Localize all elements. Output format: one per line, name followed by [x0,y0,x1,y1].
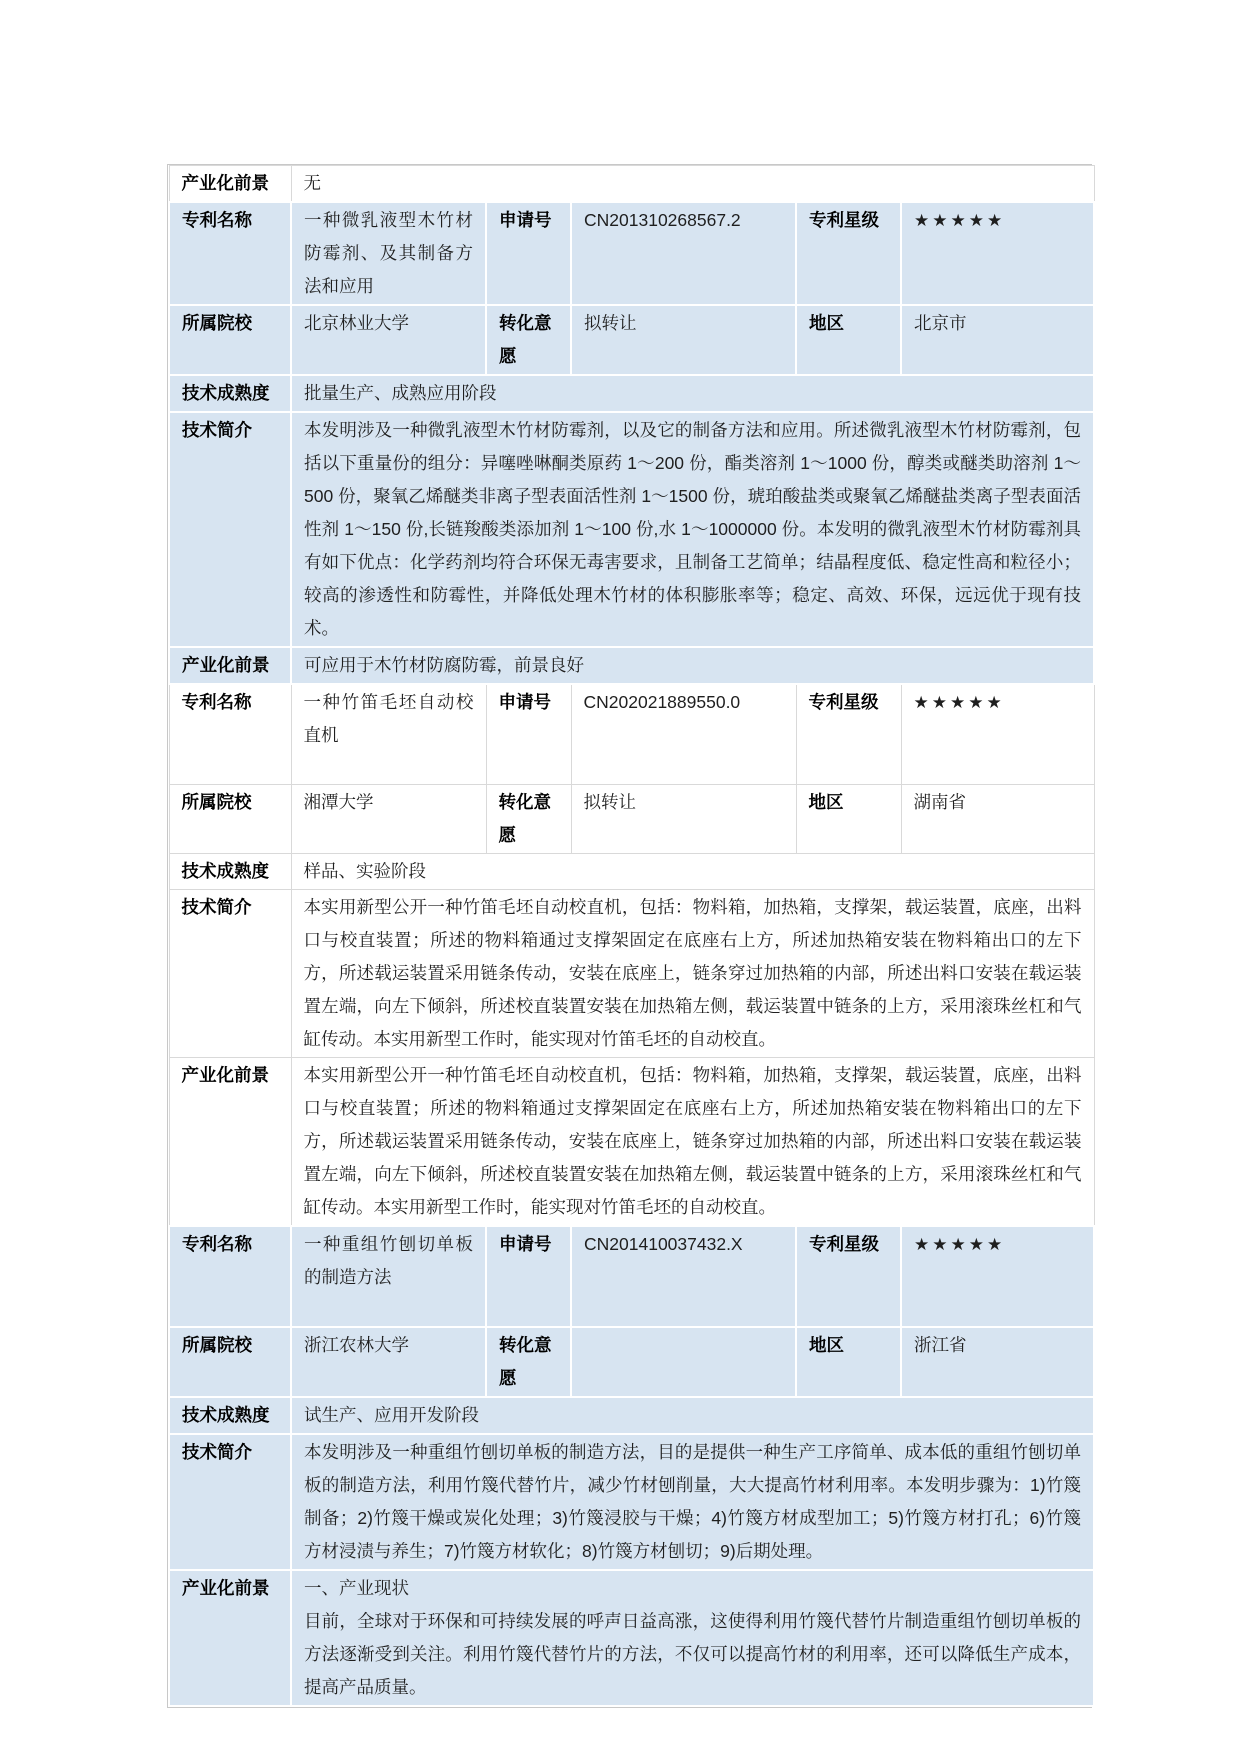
table-row [169,375,1094,412]
application-no-value: CN201310268567.2 [571,202,796,305]
patent-name-label: 专利名称 [169,202,291,305]
table-row [169,202,1094,305]
transfer-intent-label: 转化意愿 [486,1327,571,1397]
star-rating: ★★★★★ [901,1226,1094,1327]
transfer-intent-value [571,1327,796,1397]
tech-brief-label: 技术简介 [169,412,291,647]
institution-label: 所属院校 [169,1327,291,1397]
table-row [169,890,1094,1058]
patent-star-label: 专利星级 [796,684,901,785]
patent-name-label: 专利名称 [169,684,291,785]
table-row [169,1058,1094,1227]
tech-brief-label: 技术简介 [169,890,291,1058]
table-row [169,684,1094,785]
region-label: 地区 [796,305,901,375]
region-value: 浙江省 [901,1327,1094,1397]
table-row [169,785,1094,854]
industrialization-value: 本实用新型公开一种竹笛毛坯自动校直机，包括：物料箱，加热箱，支撑架，载运装置，底座，出料口与校直装置；所述的物料箱通过支撑架固定在底座右上方，所述加热箱安装在物料箱出口的左下方，所述载运装置采用链条传动，安装在底座上，链条穿过加热箱的内部，所述出料口安装在载运装置左端，向左下倾斜，所述校直装置安装在加热箱左侧，载运装置中链条的上方，采用滚珠丝杠和气缸传动。本实用新型工作时，能实现对竹笛毛坯的自动校直。 [291,1058,1094,1227]
maturity-value: 试生产、应用开发阶段 [291,1397,1094,1434]
industrialization-label: 产业化前景 [169,1570,291,1706]
table-row [169,166,1094,203]
tech-brief-label: 技术简介 [169,1434,291,1570]
institution-value: 湘潭大学 [291,785,486,854]
transfer-intent-value: 拟转让 [571,305,796,375]
patent-name-label: 专利名称 [169,1226,291,1327]
transfer-intent-label: 转化意愿 [486,305,571,375]
region-label: 地区 [796,785,901,854]
maturity-label: 技术成熟度 [169,375,291,412]
institution-label: 所属院校 [169,785,291,854]
tech-brief-value: 本实用新型公开一种竹笛毛坯自动校直机，包括：物料箱，加热箱，支撑架，载运装置，底座，出料口与校直装置；所述的物料箱通过支撑架固定在底座右上方，所述加热箱安装在物料箱出口的左下方，所述载运装置采用链条传动，安装在底座上，链条穿过加热箱的内部，所述出料口安装在载运装置左端，向左下倾斜，所述校直装置安装在加热箱左侧，载运装置中链条的上方，采用滚珠丝杠和气缸传动。本实用新型工作时，能实现对竹笛毛坯的自动校直。 [291,890,1094,1058]
industrialization-value: 无 [291,166,1094,203]
application-no-label: 申请号 [486,1226,571,1327]
table-row [169,1397,1094,1434]
patent-name-value: 一种微乳液型木竹材防霉剂、及其制备方法和应用 [291,202,486,305]
star-rating: ★★★★★ [901,202,1094,305]
industrialization-value: 可应用于木竹材防腐防霉，前景良好 [291,647,1094,684]
maturity-label: 技术成熟度 [169,1397,291,1434]
table-row [169,305,1094,375]
patent-star-label: 专利星级 [796,202,901,305]
table-row [169,1570,1094,1706]
tech-brief-value: 本发明涉及一种微乳液型木竹材防霉剂，以及它的制备方法和应用。所述微乳液型木竹材防霉剂，包括以下重量份的组分：异噻唑啉酮类原药 1～200 份，酯类溶剂 1～1000 份，醇类或醚类助溶剂 1～500 份，聚氧乙烯醚类非离子型表面活性剂 1～1500 份，琥珀酸盐类或聚氧乙烯醚盐类离子型表面活性剂 1～150 份,长链羧酸类添加剂 1～100 份,水 1～1000000 份。本发明的微乳液型木竹材防霉剂具有如下优点：化学药剂均符合环保无毒害要求，且制备工艺简单；结晶程度低、稳定性高和粒径小；较高的渗透性和防霉性，并降低处理木竹材的体积膨胀率等；稳定、高效、环保，远远优于现有技术。 [291,412,1094,647]
application-no-label: 申请号 [486,684,571,785]
institution-value: 北京林业大学 [291,305,486,375]
table-row [169,647,1094,684]
table-row [169,1226,1094,1327]
patent-star-label: 专利星级 [796,1226,901,1327]
patent-table-container [167,164,1092,1708]
table-row [169,412,1094,647]
table-row [169,1434,1094,1570]
transfer-intent-value: 拟转让 [571,785,796,854]
region-label: 地区 [796,1327,901,1397]
region-value: 湖南省 [901,785,1094,854]
institution-value: 浙江农林大学 [291,1327,486,1397]
institution-label: 所属院校 [169,305,291,375]
industrialization-label: 产业化前景 [169,166,291,203]
maturity-value: 批量生产、成熟应用阶段 [291,375,1094,412]
star-rating: ★★★★★ [901,684,1094,785]
application-no-value: CN201410037432.X [571,1226,796,1327]
patent-table [168,165,1095,1707]
region-value: 北京市 [901,305,1094,375]
industrialization-label: 产业化前景 [169,647,291,684]
patent-name-value: 一种重组竹刨切单板的制造方法 [291,1226,486,1327]
application-no-label: 申请号 [486,202,571,305]
maturity-label: 技术成熟度 [169,854,291,890]
industrialization-label: 产业化前景 [169,1058,291,1227]
patent-name-value: 一种竹笛毛坯自动校直机 [291,684,486,785]
application-no-value: CN202021889550.0 [571,684,796,785]
tech-brief-value: 本发明涉及一种重组竹刨切单板的制造方法，目的是提供一种生产工序简单、成本低的重组竹刨切单板的制造方法，利用竹篾代替竹片，减少竹材刨削量，大大提高竹材利用率。本发明步骤为：1)竹篾制备；2)竹篾干燥或炭化处理；3)竹篾浸胶与干燥；4)竹篾方材成型加工；5)竹篾方材打孔；6)竹篾方材浸渍与养生；7)竹篾方材软化；8)竹篾方材刨切；9)后期处理。 [291,1434,1094,1570]
table-row [169,1327,1094,1397]
maturity-value: 样品、实验阶段 [291,854,1094,890]
transfer-intent-label: 转化意愿 [486,785,571,854]
industrialization-value: 一、产业现状 目前，全球对于环保和可持续发展的呼声日益高涨，这使得利用竹篾代替竹片制造重组竹刨切单板的方法逐渐受到关注。利用竹篾代替竹片的方法，不仅可以提高竹材的利用率，还可以降低生产成本，提高产品质量。 [291,1570,1094,1706]
table-row [169,854,1094,890]
